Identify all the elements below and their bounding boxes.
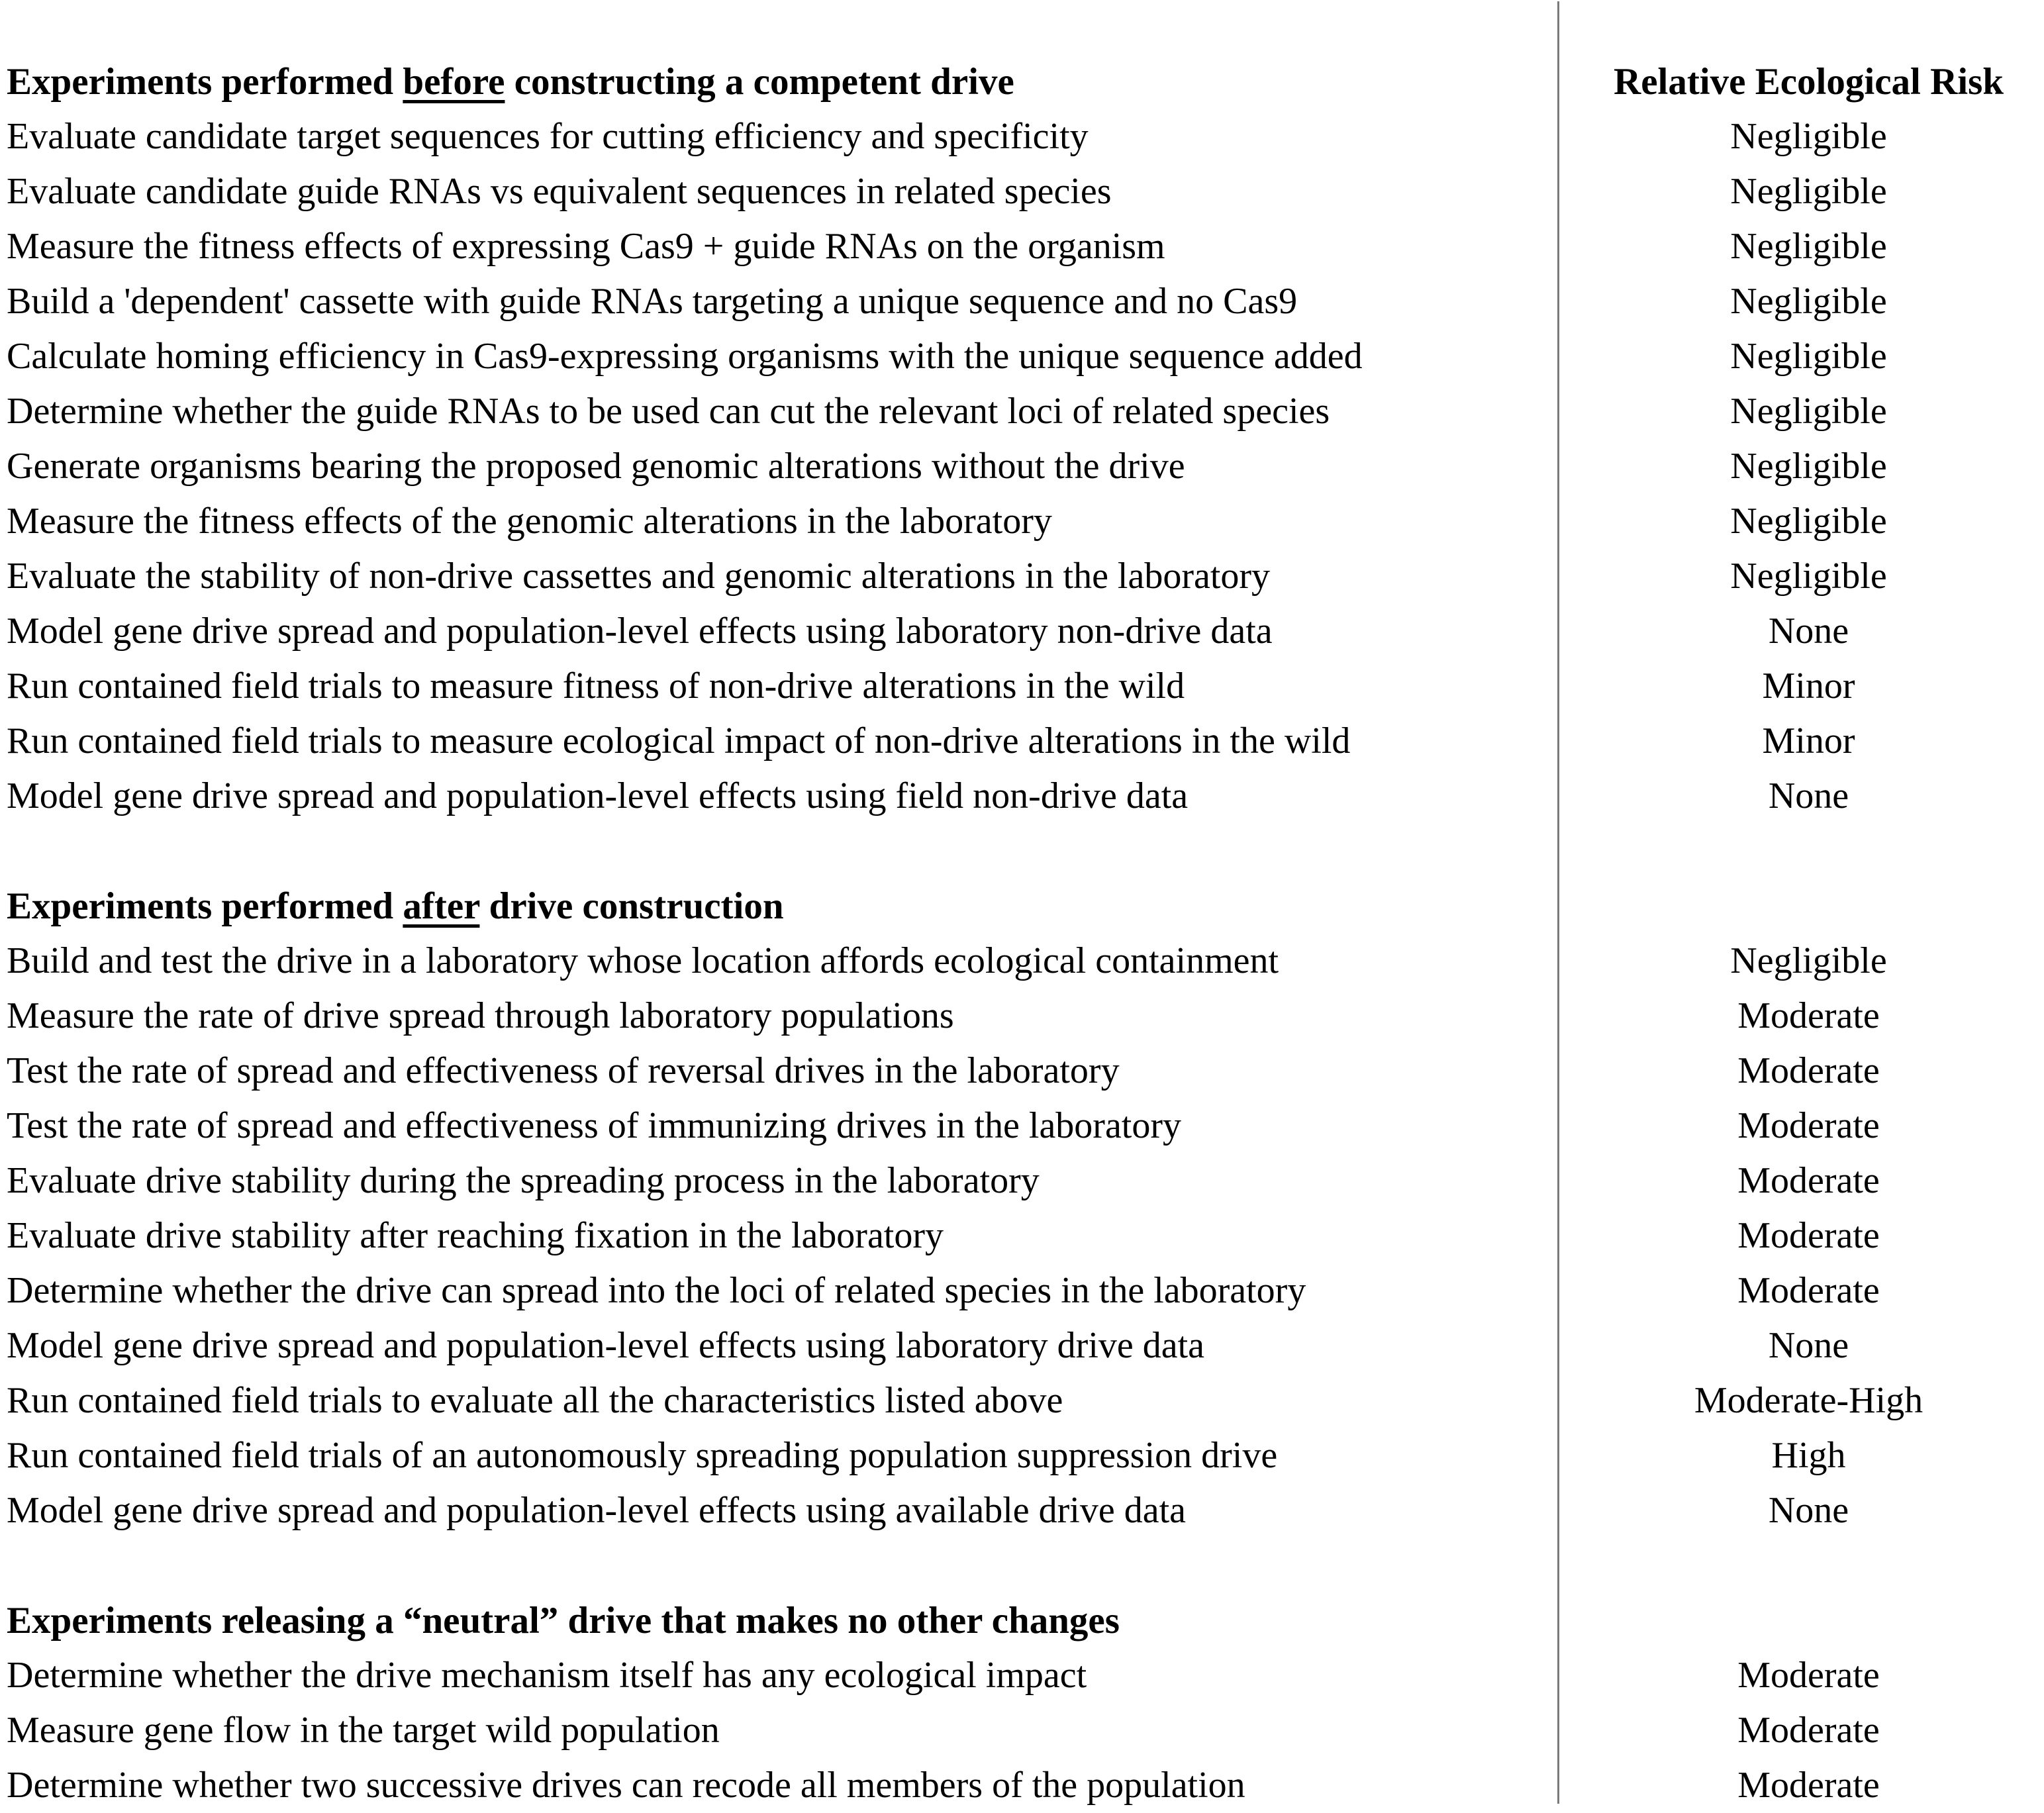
risk-column-header — [1557, 879, 2044, 934]
section-header-text: Experiments performed — [7, 885, 403, 927]
risk-value: Negligible — [1730, 501, 1887, 542]
risk-value: Moderate — [1737, 1215, 1880, 1256]
risk-value: Negligible — [1730, 556, 1887, 597]
risk-value: Negligible — [1730, 446, 1887, 487]
experiment-row — [0, 439, 2044, 494]
experiment-text: Model gene drive spread and population-level effects using available drive data — [7, 1490, 1186, 1531]
experiment-text: Run contained field trials to measure fitness of non-drive alterations in the wild — [7, 665, 1185, 707]
experiment-row — [0, 769, 2044, 824]
experiment-text: Measure the fitness effects of the genomic alterations in the laboratory — [7, 501, 1052, 542]
experiment-row — [0, 384, 2044, 439]
section-gap — [0, 824, 2044, 879]
experiment-text: Evaluate candidate target sequences for cutting efficiency and specificity — [7, 116, 1089, 157]
experiment-row — [0, 1428, 2044, 1483]
experiment-text: Evaluate candidate guide RNAs vs equivalent sequences in related species — [7, 171, 1112, 212]
risk-value: Moderate — [1737, 1270, 1880, 1311]
experiment-row — [0, 934, 2044, 989]
risk-value: Moderate — [1737, 1160, 1880, 1201]
experiment-text: Measure gene flow in the target wild population — [7, 1710, 720, 1751]
experiment-text: Calculate homing efficiency in Cas9-expressing organisms with the unique sequence added — [7, 336, 1363, 377]
risk-value: Negligible — [1730, 281, 1887, 322]
experiment-text: Evaluate drive stability after reaching fixation in the laboratory — [7, 1215, 944, 1256]
experiment-text: Build and test the drive in a laboratory whose location affords ecological containment — [7, 940, 1279, 981]
experiment-text: Determine whether the drive mechanism itself has any ecological impact — [7, 1655, 1087, 1696]
section-gap — [0, 1538, 2044, 1593]
risk-value: Minor — [1762, 720, 1855, 761]
experiment-text: Evaluate the stability of non-drive cassettes and genomic alterations in the laboratory — [7, 556, 1271, 597]
section-header-underlined-word: after — [403, 885, 480, 927]
risk-column-header: Relative Ecological Risk — [1614, 61, 2004, 103]
experiment-text: Model gene drive spread and population-level effects using laboratory non-drive data — [7, 611, 1273, 652]
risk-value: Negligible — [1730, 116, 1887, 157]
risk-value: Negligible — [1730, 336, 1887, 377]
experiment-text: Model gene drive spread and population-level effects using laboratory drive data — [7, 1325, 1205, 1366]
risk-value: Moderate — [1737, 1710, 1880, 1751]
experiment-row — [0, 1483, 2044, 1538]
section-header-row — [0, 54, 2044, 109]
experiment-row — [0, 989, 2044, 1044]
experiment-text: Measure the rate of drive spread through laboratory populations — [7, 995, 954, 1036]
risk-value: Moderate-High — [1694, 1380, 1923, 1421]
experiment-text: Determine whether the guide RNAs to be used can cut the relevant loci of related species — [7, 391, 1330, 432]
experiment-row — [0, 109, 2044, 164]
experiment-row — [0, 1648, 2044, 1703]
experiment-row — [0, 329, 2044, 384]
risk-value: Moderate — [1737, 1765, 1880, 1806]
experiment-row — [0, 659, 2044, 714]
experiment-text: Determine whether the drive can spread into the loci of related species in the laboratory — [7, 1270, 1306, 1311]
experiment-text: Determine whether two successive drives can recode all members of the population — [7, 1765, 1245, 1806]
experiment-row — [0, 1099, 2044, 1153]
section-header-underlined-word: before — [403, 61, 505, 103]
section-header-row — [0, 1593, 2044, 1648]
experiment-row — [0, 549, 2044, 604]
experiment-row — [0, 604, 2044, 659]
experiment-row — [0, 274, 2044, 329]
experiment-text: Run contained field trials of an autonomously spreading population suppression drive — [7, 1435, 1278, 1476]
risk-value: Negligible — [1730, 226, 1887, 267]
experiment-row — [0, 494, 2044, 549]
section-header — [0, 1593, 1557, 1648]
experiment-row — [0, 1044, 2044, 1099]
experiment-row — [0, 1208, 2044, 1263]
experiment-row — [0, 714, 2044, 769]
section-header — [0, 54, 1557, 109]
experiment-text: Run contained field trials to evaluate all the characteristics listed above — [7, 1380, 1063, 1421]
risk-value: Minor — [1762, 665, 1855, 707]
experiment-row — [0, 219, 2044, 274]
risk-value: None — [1768, 611, 1849, 652]
experiment-text: Measure the fitness effects of expressing Cas9 + guide RNAs on the organism — [7, 226, 1165, 267]
experiment-row — [0, 1373, 2044, 1428]
experiment-row — [0, 1703, 2044, 1758]
risk-value: Moderate — [1737, 1105, 1880, 1146]
experiment-text: Model gene drive spread and population-level effects using field non-drive data — [7, 775, 1189, 816]
risk-value: Negligible — [1730, 391, 1887, 432]
section-header-text: Experiments releasing a “neutral” drive that makes no other changes — [7, 1600, 1120, 1642]
experiment-row — [0, 1758, 2044, 1813]
risk-value: Negligible — [1730, 940, 1887, 981]
risk-value: None — [1768, 1325, 1849, 1366]
risk-column-header — [1557, 1593, 2044, 1648]
section-header-text: Experiments performed — [7, 61, 403, 103]
risk-value: None — [1768, 1490, 1849, 1531]
experiment-text: Test the rate of spread and effectiveness of immunizing drives in the laboratory — [7, 1105, 1182, 1146]
experiment-row — [0, 1153, 2044, 1208]
section-header-row — [0, 879, 2044, 934]
section-header — [0, 879, 1557, 934]
experiment-text: Build a 'dependent' cassette with guide RNAs targeting a unique sequence and no Cas9 — [7, 281, 1298, 322]
experiment-text: Run contained field trials to measure ecological impact of non-drive alterations in the wild — [7, 720, 1351, 761]
risk-value: Moderate — [1737, 1050, 1880, 1091]
experiment-row — [0, 1263, 2044, 1318]
section-header-text: drive construction — [479, 885, 784, 927]
experiment-row — [0, 1318, 2044, 1373]
experiment-text: Generate organisms bearing the proposed genomic alterations without the drive — [7, 446, 1185, 487]
experiment-row — [0, 164, 2044, 219]
risk-value: High — [1771, 1435, 1846, 1476]
risk-value: Moderate — [1737, 1655, 1880, 1696]
section-header-text: constructing a competent drive — [505, 61, 1014, 103]
experiment-text: Evaluate drive stability during the spreading process in the laboratory — [7, 1160, 1040, 1201]
risk-value: Moderate — [1737, 995, 1880, 1036]
risk-value: Negligible — [1730, 171, 1887, 212]
risk-value: None — [1768, 775, 1849, 816]
experiment-text: Test the rate of spread and effectiveness of reversal drives in the laboratory — [7, 1050, 1120, 1091]
